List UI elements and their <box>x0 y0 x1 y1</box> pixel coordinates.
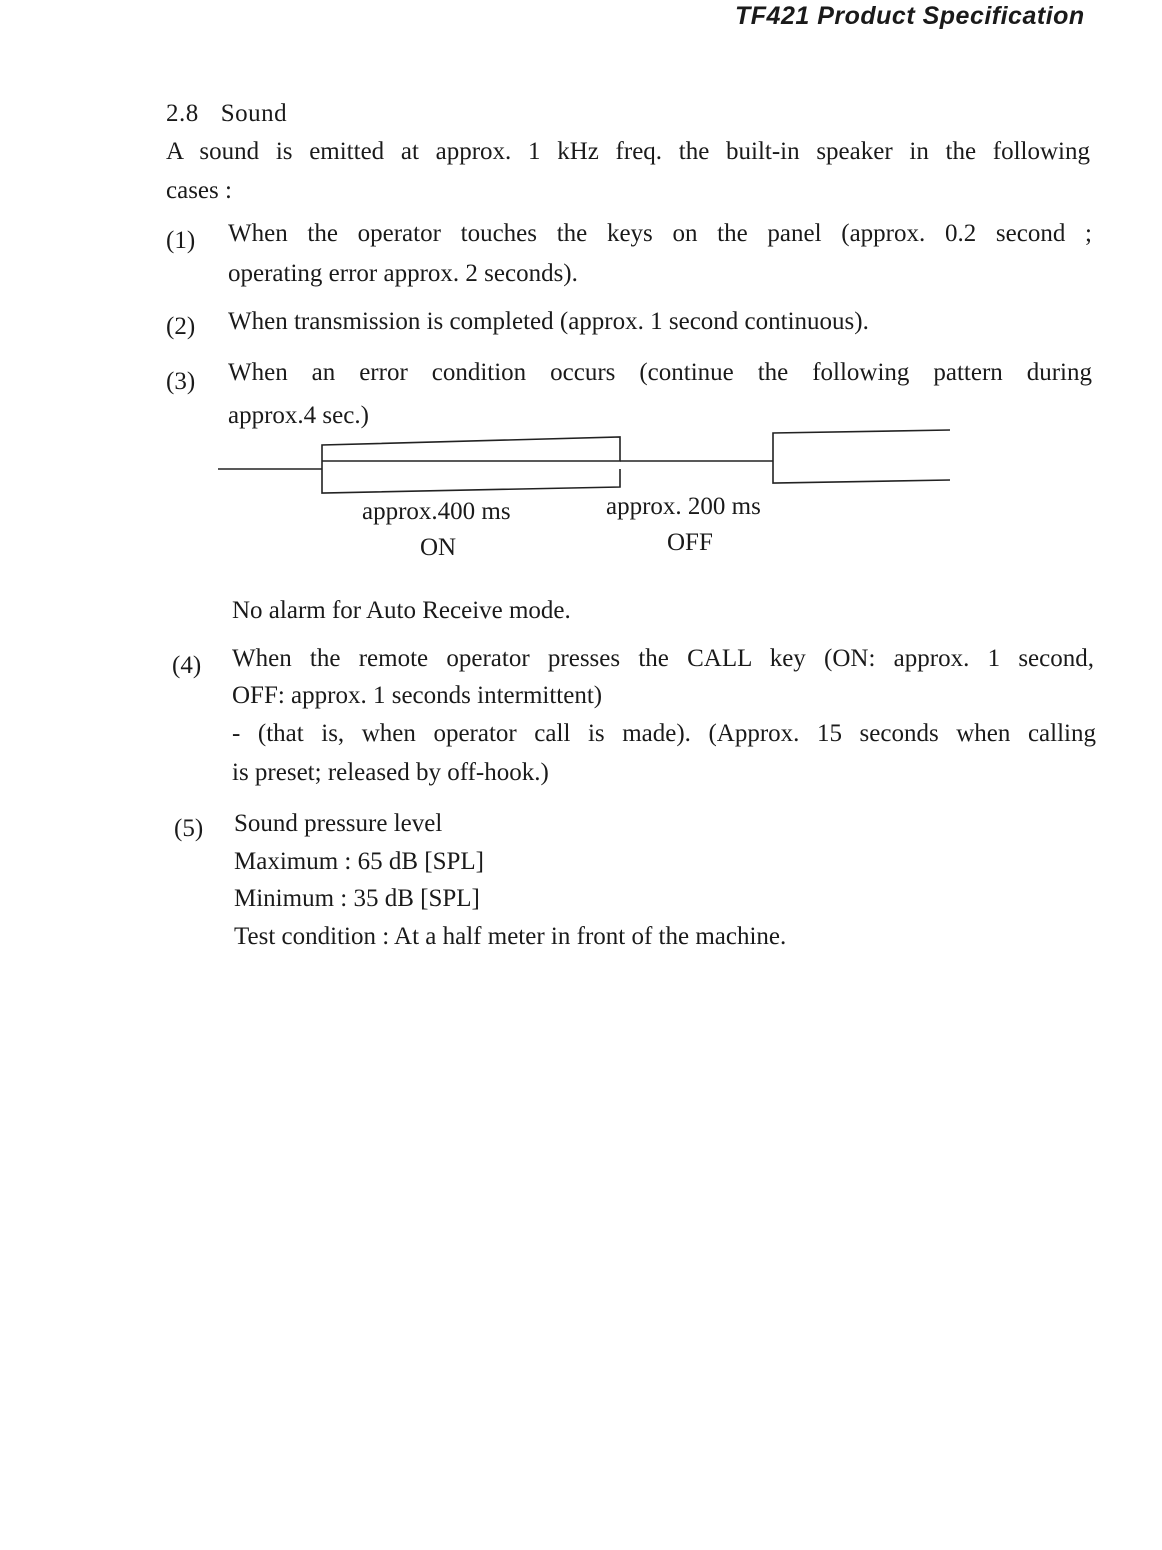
item-1-line-2: operating error approx. 2 seconds). <box>228 260 578 287</box>
on-state-label: ON <box>420 534 457 561</box>
item-4-marker: (4) <box>172 652 202 679</box>
item-2-line-1: When transmission is completed (approx. 1 second continuous). <box>228 308 869 335</box>
section-title: Sound <box>220 100 288 127</box>
item-3-line-1: When an error condition occurs (continue the following pattern during <box>228 359 1092 386</box>
signal-on-pulse-2 <box>773 430 950 461</box>
item-5-max-level: Maximum : 65 dB [SPL] <box>234 848 485 875</box>
item-2-marker: (2) <box>166 313 196 340</box>
document-header-title: TF421 Product Specification <box>735 2 1085 30</box>
item-4-line-4: is preset; released by off-hook.) <box>232 759 549 786</box>
item-5-marker: (5) <box>174 815 204 842</box>
section-number: 2.8 <box>166 100 199 127</box>
item-4-line-3: - (that is, when operator call is made). (Approx. 15 seconds when calling <box>232 720 1096 747</box>
item-4-line-2: OFF: approx. 1 seconds intermittent) <box>232 682 603 709</box>
section-heading <box>166 100 287 128</box>
on-duration-label: approx.400 ms <box>362 498 511 525</box>
intro-line-2: cases : <box>166 177 232 204</box>
item-5-min-level: Minimum : 35 dB [SPL] <box>234 885 480 912</box>
item-5-test-condition: Test condition : At a half meter in front of the machine. <box>234 923 787 950</box>
item-5-line-1: Sound pressure level <box>234 810 443 837</box>
signal-on-pulse-2-bottom <box>773 461 950 483</box>
alarm-pattern-diagram <box>218 425 958 505</box>
off-state-label: OFF <box>667 529 713 556</box>
item-1-marker: (1) <box>166 227 196 254</box>
item-3-line-2: approx.4 sec.) <box>228 402 369 429</box>
off-duration-label: approx. 200 ms <box>606 493 761 520</box>
item-3-marker: (3) <box>166 368 196 395</box>
intro-line-1: A sound is emitted at approx. 1 kHz freq. the built-in speaker in the following <box>166 138 1090 165</box>
item-1-line-1: When the operator touches the keys on the panel (approx. 0.2 second ; <box>228 220 1092 247</box>
auto-receive-note: No alarm for Auto Receive mode. <box>232 597 571 624</box>
signal-on-pulse-1 <box>322 437 620 493</box>
item-4-line-1: When the remote operator presses the CALL key (ON: approx. 1 second, <box>232 645 1094 672</box>
